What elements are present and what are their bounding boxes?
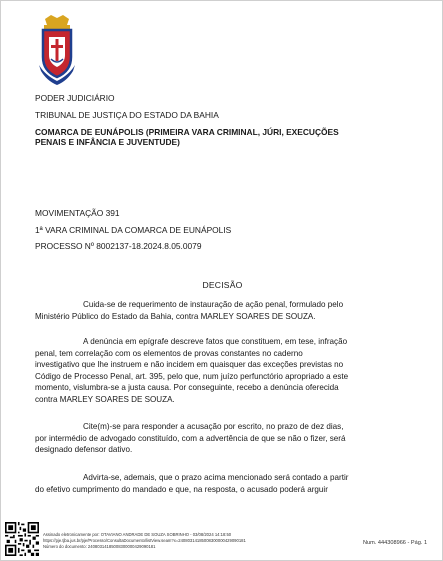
paragraph-4 bbox=[35, 472, 411, 495]
document-url-link[interactable]: https://pje.tjba.jus.br/pje/Processo/ConsultaDocumento/listView.seam?x=24080314185008300000429090181 bbox=[43, 538, 246, 543]
coat-of-arms-icon bbox=[39, 15, 75, 87]
header-comarca-line1: COMARCA DE EUNÁPOLIS (PRIMEIRA VARA CRIMINAL, JÚRI, EXECUÇÕES bbox=[35, 127, 339, 137]
movement-number: MOVIMENTAÇÃO 391 bbox=[35, 208, 120, 218]
text-line: Cite(m)-se para responder a acusação por escrito, no prazo de dez dias, bbox=[83, 422, 344, 431]
page-number: Num. 444308966 - Pág. 1 bbox=[363, 540, 428, 546]
signature-footer bbox=[1, 520, 442, 560]
text-line: penal, tem correlação com os elementos de provas constantes no caderno bbox=[35, 348, 303, 358]
text-line: Cuida-se de requerimento de instauração de ação penal, formulado pelo bbox=[83, 300, 344, 309]
text-line: investigativo que lhe instruem e não incidem em quaisquer das exceções previstas no bbox=[35, 360, 344, 370]
qr-code-icon[interactable] bbox=[5, 522, 39, 556]
text-line: A denúncia em epígrafe descreve fatos que constituem, em tese, infração bbox=[83, 337, 348, 346]
text-line: Ministério Público do Estado da Bahia, contra MARLEY SOARES DE SOUZA. bbox=[35, 311, 316, 321]
header-tribunal: TRIBUNAL DE JUSTIÇA DO ESTADO DA BAHIA bbox=[35, 110, 219, 120]
document-title: DECISÃO bbox=[202, 280, 243, 290]
signature-line: Assinado eletronicamente por: OTAVIANO ANDRADE DE SOUZA SOBRINHO - 03/08/2024 14:18:50 bbox=[43, 532, 232, 537]
process-number: PROCESSO Nº 8002137-18.2024.8.05.0079 bbox=[35, 241, 202, 251]
paragraph-2 bbox=[35, 336, 411, 406]
text-line: do efetivo cumprimento do mandado e que, na resposta, o acusado poderá arguir bbox=[35, 484, 328, 494]
document-number: Número do documento: 24080314185008300000429090181 bbox=[43, 544, 156, 549]
paragraph-1 bbox=[35, 299, 411, 322]
court-name: 1ª VARA CRIMINAL DA COMARCA DE EUNÁPOLIS bbox=[35, 225, 232, 235]
header-judiciary: PODER JUDICIÁRIO bbox=[35, 93, 115, 103]
text-line: Código de Processo Penal, art. 395, pelo que, num juízo perfunctório apropriado a este bbox=[35, 371, 349, 381]
text-line: contra MARLEY SOARES DE SOUZA. bbox=[35, 394, 175, 404]
text-line: Advirta-se, ademais, que o prazo acima mencionado será contado a partir bbox=[83, 473, 349, 482]
paragraph-3 bbox=[35, 421, 411, 456]
text-line: designado defensor dativo. bbox=[35, 445, 133, 455]
header-comarca-line2: PENAIS E INFÂNCIA E JUVENTUDE) bbox=[35, 137, 180, 147]
text-line: momento, vislumbra-se a justa causa. Por conseguinte, recebo a denúncia oferecida bbox=[35, 383, 339, 393]
text-line: por intermédio de advogado constituído, com a advertência de que se não o fizer, será bbox=[35, 433, 346, 443]
